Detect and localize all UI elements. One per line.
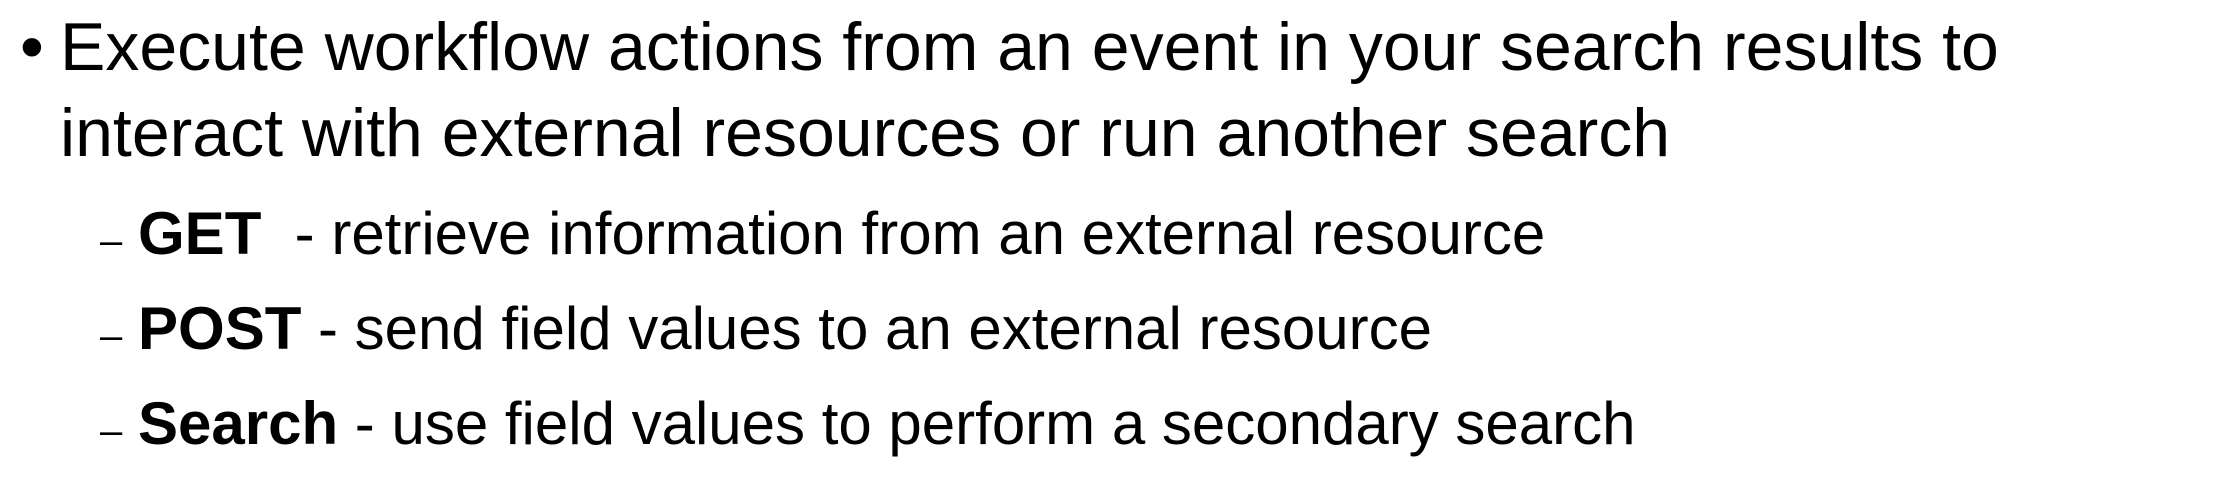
sub-item-description: - send field values to an external resource xyxy=(301,295,1432,362)
sub-item-post xyxy=(100,281,2200,376)
bullet-marker: • xyxy=(20,9,44,85)
main-bullet-text: Execute workflow actions from an event in your search results to interact with external resources or run another search xyxy=(60,9,1999,171)
main-bullet xyxy=(20,4,2220,176)
sub-item-term: POST xyxy=(138,295,302,362)
sub-bullet-list xyxy=(100,186,2200,471)
dash-marker: – xyxy=(100,219,123,263)
dash-marker: – xyxy=(100,409,123,453)
sub-item-description: - use field values to perform a secondary search xyxy=(338,390,1636,457)
sub-item-get xyxy=(100,186,2200,281)
sub-item-term: Search xyxy=(138,390,339,457)
sub-item-description: - retrieve information from an external resource xyxy=(278,200,1546,267)
sub-item-term: GET xyxy=(138,200,279,267)
dash-marker: – xyxy=(100,314,123,358)
sub-item-search xyxy=(100,376,2200,471)
